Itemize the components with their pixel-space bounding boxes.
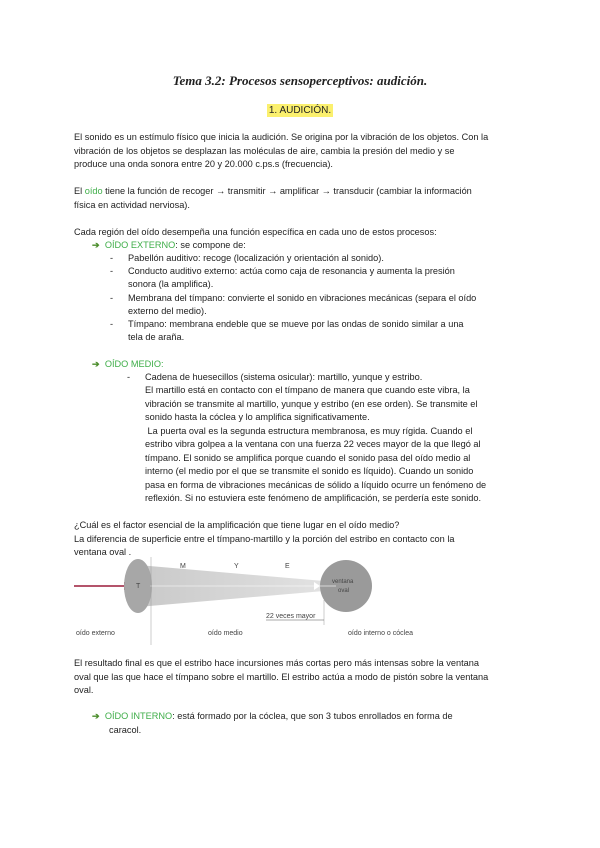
ear-amplification-diagram <box>74 555 534 645</box>
intro-line: produce una onda sonora entre 20 y 20.000 c.ps.s (frecuencia). <box>74 159 333 169</box>
list-item: - Pabellón auditivo: recoge (localización y orientación al sonido). <box>110 253 384 263</box>
oido-rest: tiene la función de recoger → transmitir → amplificar → transducir (cambiar la información <box>102 186 472 196</box>
section-heading-text: 1. AUDICIÓN. <box>268 105 332 116</box>
question-text: ¿Cuál es el factor esencial de la amplificación que tiene lugar en el oído medio? <box>74 520 400 530</box>
interno-line2: caracol. <box>109 724 142 735</box>
externo-label: oído externo <box>76 630 115 637</box>
intro-paragraph <box>74 131 534 172</box>
y-label: Y <box>234 563 239 570</box>
answer-line: ventana oval . <box>74 547 132 557</box>
externo-label: OÍDO EXTERNO <box>104 240 176 250</box>
arrow-right-icon: ➔ <box>92 359 100 369</box>
arrow-right-icon: ➔ <box>92 711 100 721</box>
medio-heading <box>92 358 164 372</box>
result-paragraph: El resultado final es que el estribo hace incursiones más cortas pero más intensas sobre la ventana oval que las que hace el tímpano sobre el martillo. El estribo actúa a modo de pistón sobre la ventana oval. <box>74 658 489 695</box>
oval-label-1: ventana <box>332 579 354 585</box>
medio-paragraph: El martillo está en contacto con el tímpano de manera que cuando este vibra, la vibración se transmite al martillo, yunque y estribo (en ese orden). Se transmite el sonido hasta la cóclea y lo amplifica significativamente. La puerta oval es la segunda estructura membranosa, es muy rígida. Cuando el estribo vibra golpea a la ventana con una fuerza 22 veces mayor de la que llegó al tímpano. El sonido se amplifica porque cuando el sonido pasa del oído medio al interno (el medio por el que se transmite el sonido es líquido). Cuando un sonido pasa en forma de vibraciones mecánicas de sólido a líquido ocurre un fenómeno de reflexión. Si no estuviera este fenómeno de amplificación, se perdería este sonido. <box>145 385 487 503</box>
interno-heading <box>92 710 502 737</box>
mayor-label: 22 veces mayor <box>266 613 316 620</box>
interno-rest: : está formado por la cóclea, que son 3 tubos enrollados en forma de <box>172 711 453 721</box>
intro-line: vibración de los objetos se desplazan las moléculas de aire, cambia la presión del medio y se <box>74 145 455 156</box>
intro-line: El sonido es un estímulo físico que inicia la audición. Se origina por la vibración de los objetos. Con la <box>74 132 489 142</box>
oval-label-2: oval <box>338 588 350 594</box>
list-item: - Conducto auditivo externo: actúa como caja de resonancia y aumenta la presión sonora (la amplifica). <box>110 266 455 289</box>
externo-heading <box>92 239 246 253</box>
medio-label: OÍDO MEDIO: <box>104 359 164 369</box>
interno-label: oído interno o cóclea <box>348 630 413 637</box>
list-item: - Cadena de huesecillos (sistema osicular): martillo, yunque y estribo. <box>127 372 423 382</box>
arrow-right-icon: ➔ <box>92 240 100 250</box>
e-label: E <box>285 563 290 570</box>
section-heading <box>0 105 600 116</box>
list-item: - Tímpano: membrana endeble que se mueve por las ondas de sonido similar a una tela de araña. <box>110 319 464 342</box>
oido-line2: física en actividad nerviosa). <box>74 199 190 210</box>
oido-highlight: oído <box>84 186 103 196</box>
medio-label: oído medio <box>208 630 243 637</box>
t-label: T <box>136 583 141 590</box>
page-title: Tema 3.2: Procesos sensoperceptivos: audición. <box>172 73 428 88</box>
answer-line: La diferencia de superficie entre el tímpano-martillo y la porción del estribo en contacto con la <box>74 533 455 544</box>
interno-label: OÍDO INTERNO <box>104 711 173 721</box>
externo-rest: : se compone de: <box>175 240 246 250</box>
region-paragraph: Cada región del oído desempeña una función específica en cada uno de estos procesos: <box>74 227 437 237</box>
list-item: - Membrana del tímpano: convierte el sonido en vibraciones mecánicas (separa el oído externo del medio). <box>110 293 477 316</box>
oido-prefix: El <box>74 186 85 196</box>
oido-paragraph <box>74 185 534 212</box>
question-paragraph <box>74 519 534 560</box>
m-label: M <box>180 563 186 570</box>
